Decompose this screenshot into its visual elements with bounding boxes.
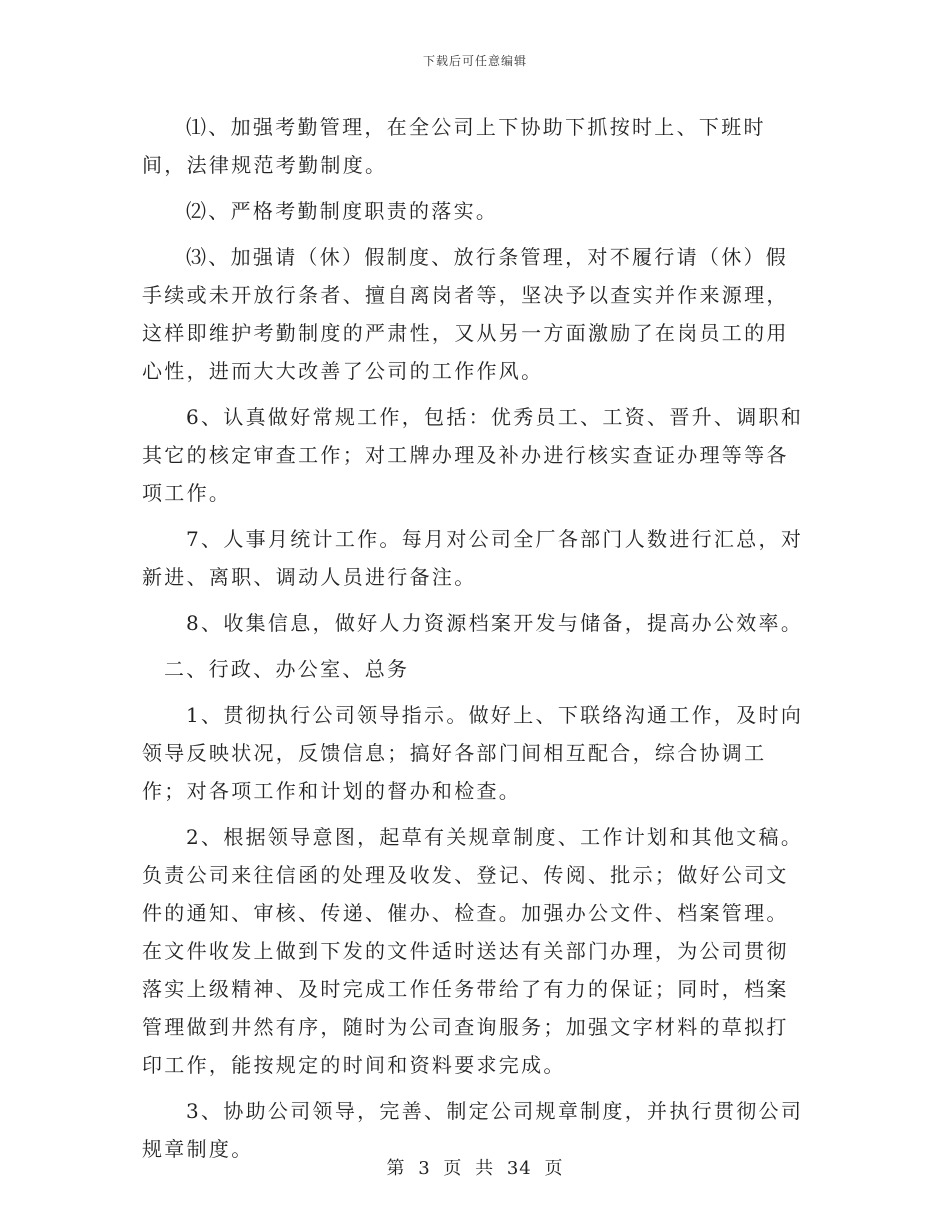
paragraph-regulations: 3、协助公司领导，完善、制定公司规章制度，并执行贯彻公司规章制度。 [142, 1099, 804, 1161]
page-header: 下载后可任意编辑 [422, 54, 527, 68]
document-body [142, 108, 808, 1176]
section-heading-administration: 二、行政、办公室、总务 [164, 657, 410, 681]
paragraph-routine-work: 6、认真做好常规工作，包括：优秀员工、工资、晋升、调职和其它的核定审查工作；对工牌办理及补办进行核实查证办理等等各项工作。 [142, 405, 804, 505]
page-footer: 第 3 页 共 34 页 [386, 1158, 564, 1179]
paragraph-leave-system: ⑶、加强请（休）假制度、放行条管理，对不履行请（休）假手续或未开放行条者、擅自离岗者等，坚决予以查实并作来源理，这样即维护考勤制度的严肃性，又从另一方面激励了在岗员工的用心性，进而大大改善了公司的工作作风。 [142, 245, 789, 383]
paragraph-attendance-management: ⑴、加强考勤管理，在全公司上下协助下抓按时上、下班时间，法律规范考勤制度。 [142, 115, 766, 177]
paragraph-leadership-instructions: 1、贯彻执行公司领导指示。做好上、下联络沟通工作，及时向领导反映状况，反馈信息；搞好各部门间相互配合，综合协调工作；对各项工作和计划的督办和检查。 [142, 703, 804, 803]
paragraph-monthly-statistics: 7、人事月统计工作。每月对公司全厂各部门人数进行汇总，对新进、离职、调动人员进行备注。 [142, 527, 804, 589]
paragraph-information-collection: 8、收集信息，做好人力资源档案开发与储备，提高办公效率。 [186, 611, 804, 635]
paragraph-attendance-responsibility: ⑵、严格考勤制度职责的落实。 [186, 199, 499, 223]
paragraph-document-drafting: 2、根据领导意图，起草有关规章制度、工作计划和其他文稿。负责公司来往信函的处理及收发、登记、传阅、批示；做好公司文件的通知、审核、传递、催办、检查。加强办公文件、档案管理。在文件收发上做到下发的文件适时送达有关部门办理，为公司贯彻落实上级精神、及时完成工作任务带给了有力的保证；同时，档案管理做到井然有序，随时为公司查询服务；加强文字材料的草拟打印工作，能按规定的时间和资料要求完成。 [142, 825, 804, 1077]
